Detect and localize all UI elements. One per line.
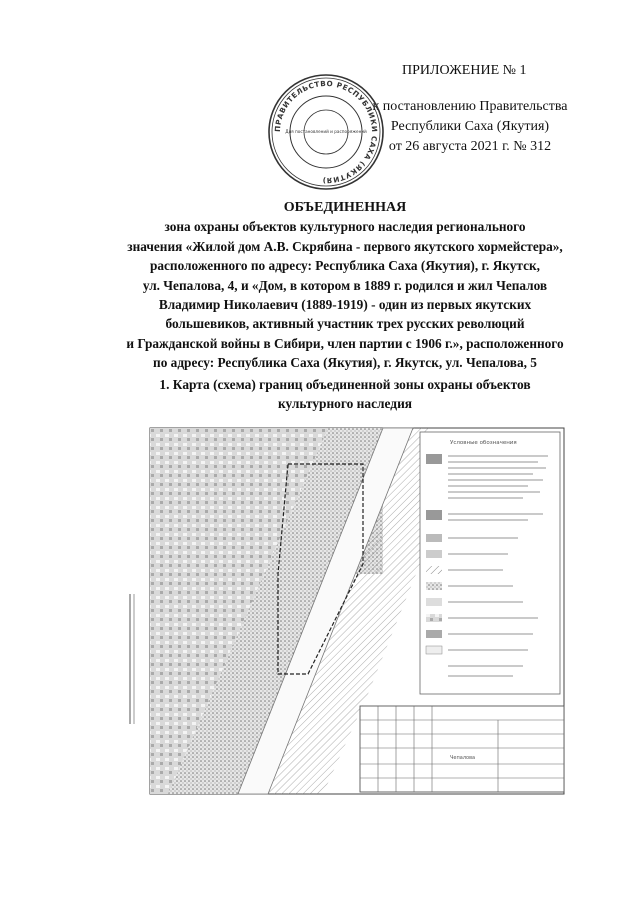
legend-title: Условные обозначения bbox=[450, 440, 517, 446]
title-line: ул. Чепалова, 4, и «Дом, в котором в 1889 г. родился и жил Чепалов bbox=[142, 277, 548, 293]
decree-reference bbox=[360, 97, 580, 157]
section-line: 1. Карта (схема) границ объединенной зоны охраны объектов bbox=[159, 377, 531, 392]
decree-line: к постановлению Правительства bbox=[372, 99, 568, 114]
decree-line: от 26 августа 2021 г. № 312 bbox=[388, 139, 552, 154]
title-line: и Гражданской войны в Сибири, член партии с 1906 г.», расположенного bbox=[126, 335, 564, 351]
section-heading bbox=[80, 375, 610, 413]
title-line: значения «Жилой дом А.В. Скрябина - первого якутского хормейстера», bbox=[127, 238, 563, 254]
official-seal-icon bbox=[266, 72, 386, 192]
document-title bbox=[60, 198, 630, 373]
title-line: по адресу: Республика Саха (Якутия), г. Якутск, ул. Чепалова, 5 bbox=[153, 355, 537, 371]
title-heading: ОБЪЕДИНЕННАЯ bbox=[283, 200, 407, 215]
annex-label: ПРИЛОЖЕНИЕ № 1 bbox=[402, 63, 527, 78]
boundary-map-icon bbox=[128, 424, 568, 798]
section-line: культурного наследия bbox=[277, 396, 413, 411]
seal-inner-text: Для постановлений и распоряжений bbox=[285, 129, 367, 134]
seal-outer-text: ПРАВИТЕЛЬСТВО РЕСПУБЛИКИ САХА (ЯКУТИЯ) bbox=[272, 78, 380, 186]
decree-line: Республики Саха (Якутия) bbox=[390, 119, 550, 134]
title-line: зона охраны объектов культурного наследия регионального bbox=[164, 219, 526, 235]
stamp-text: Чепалова bbox=[450, 755, 476, 761]
title-line: Владимир Николаевич (1889-1919) - один из первых якутских bbox=[158, 297, 532, 313]
title-line: расположенного по адресу: Республика Саха (Якутия), г. Якутск, bbox=[149, 258, 541, 274]
title-line: большевиков, активный участник трех русских революций bbox=[165, 316, 525, 332]
